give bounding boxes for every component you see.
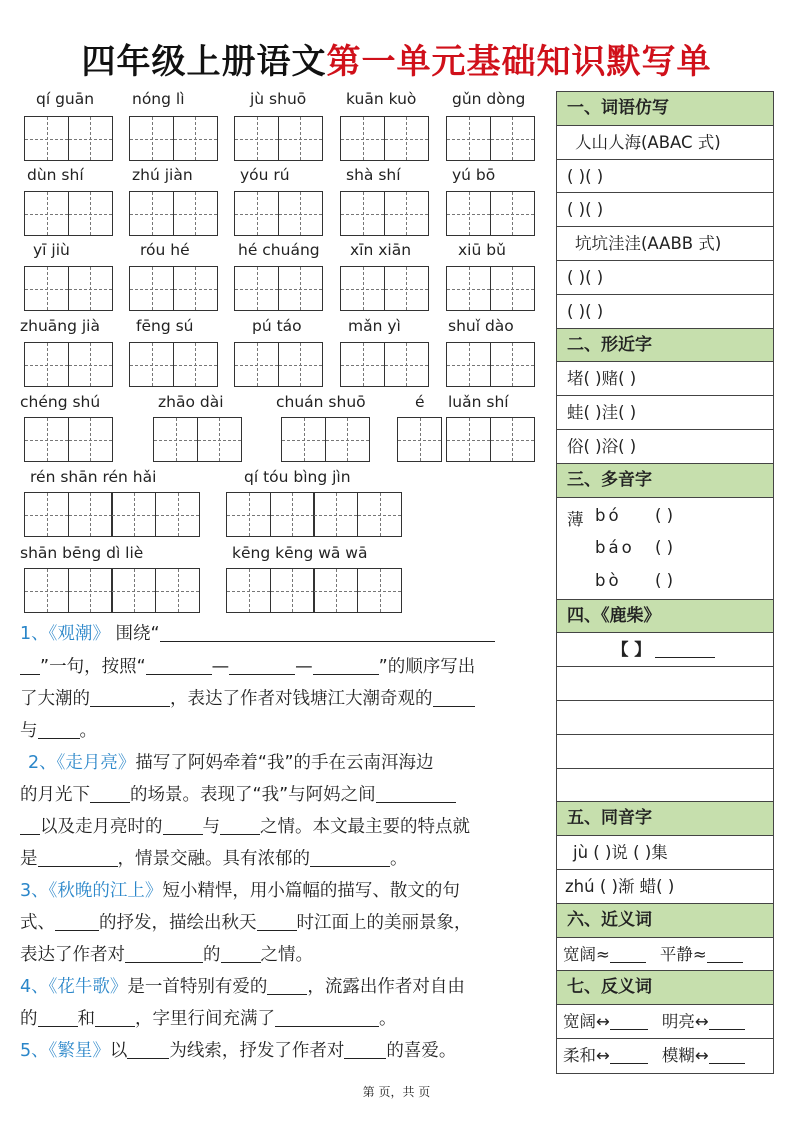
blank[interactable] [221, 942, 261, 963]
section-header: 三、多音字 [557, 464, 773, 498]
writing-grid[interactable] [226, 492, 402, 537]
polyphone-reading: báo [595, 537, 635, 557]
question-2-number: 2、 [28, 753, 57, 773]
section-header: 五、同音字 [557, 802, 773, 836]
blank[interactable] [20, 814, 40, 835]
blank[interactable] [38, 846, 118, 867]
question-1-line: 1、《观潮》 围绕“ [20, 618, 545, 650]
poem-title-row[interactable]: 【 】 [557, 633, 773, 667]
answer-row[interactable]: zhú ( )渐 蜡( ) [557, 870, 773, 904]
writing-grid[interactable] [226, 568, 402, 613]
writing-grid[interactable] [24, 342, 113, 387]
blank[interactable] [127, 1038, 169, 1059]
pinyin-label: yú bō [452, 166, 496, 184]
answer-row[interactable] [557, 701, 773, 735]
section-header: 二、形近字 [557, 329, 773, 363]
pinyin-label: zhuāng jià [20, 317, 100, 335]
question-2-line: 是 ，情景交融。具有浓郁的 。 [20, 843, 545, 875]
writing-grid[interactable] [153, 417, 242, 462]
question-1-number: 1、 [20, 624, 49, 644]
pinyin-label: gǔn dòng [452, 90, 526, 108]
polyphone-char: 薄 [567, 509, 584, 529]
blank[interactable] [433, 686, 475, 707]
blank[interactable] [160, 621, 495, 642]
question-5-line: 5、《繁星》以 为线索，抒发了作者对 的喜爱。 [20, 1035, 545, 1067]
writing-grid[interactable] [446, 191, 535, 236]
writing-grid[interactable] [234, 191, 323, 236]
blank[interactable] [38, 718, 80, 739]
question-2-line: 2、《走月亮》描写了阿妈牵着“我”的手在云南洱海边 [28, 753, 434, 773]
exercise-panel [556, 91, 774, 1074]
pinyin-label: pú táo [252, 317, 302, 335]
pinyin-label: róu hé [140, 241, 190, 259]
question-3-number: 3、 [20, 881, 49, 901]
page-footer: 第 页，共 页 [362, 1085, 431, 1099]
question-2-line: 的月光下 的场景。表现了“我”与阿妈之间 [20, 779, 545, 811]
answer-row[interactable] [557, 769, 773, 803]
pinyin-label: shà shí [346, 166, 401, 184]
pinyin-label: yī jiù [33, 241, 70, 259]
writing-grid[interactable] [340, 116, 429, 161]
blank[interactable] [38, 1006, 78, 1027]
pinyin-label: rén shān rén hǎi [30, 468, 157, 486]
question-1-title: 《观潮》 [48, 624, 110, 644]
pinyin-label: luǎn shí [448, 393, 509, 411]
question-3-line: 表达了作者对 的 之情。 [20, 939, 545, 971]
pinyin-label: chuán shuō [276, 393, 366, 411]
answer-row[interactable]: 蛙( )洼( ) [557, 396, 773, 430]
pinyin-label: xīn xiān [350, 241, 412, 259]
pinyin-label: shuǐ dào [448, 317, 514, 335]
writing-grid[interactable] [340, 342, 429, 387]
blank[interactable] [220, 814, 260, 835]
writing-grid[interactable] [446, 116, 535, 161]
question-3-line: 3、《秋晚的江上》短小精悍，用小篇幅的描写、散文的句 [20, 881, 460, 901]
question-4-line: 的 和 ，字里行间充满了 。 [20, 1003, 545, 1035]
answer-row[interactable]: 堵( )赌( ) [557, 362, 773, 396]
writing-grid[interactable] [24, 116, 113, 161]
blank[interactable] [55, 910, 99, 931]
writing-grid[interactable] [281, 417, 370, 462]
example-row: 坑坑洼洼(AABB 式) [557, 227, 773, 261]
question-1-line: 与 。 [20, 715, 545, 747]
blank[interactable] [267, 974, 307, 995]
writing-grid[interactable] [446, 417, 535, 462]
blank[interactable] [310, 846, 390, 867]
writing-grid[interactable] [446, 266, 535, 311]
blank[interactable] [376, 782, 456, 803]
question-1-line: 了大潮的 ，表达了作者对钱塘江大潮奇观的 [20, 683, 545, 715]
blank[interactable] [709, 1043, 745, 1064]
pinyin-label: hé chuáng [238, 241, 320, 259]
writing-grid[interactable] [129, 116, 218, 161]
answer-row[interactable]: jù ( )说 ( )集 [557, 836, 773, 870]
blank[interactable] [257, 910, 297, 931]
pinyin-label: fēng sú [136, 317, 194, 335]
question-3-title: 《秋晚的江上》 [48, 881, 163, 901]
blank[interactable] [163, 814, 203, 835]
pinyin-label: mǎn yì [348, 317, 401, 335]
blank[interactable] [146, 654, 212, 675]
pinyin-label: qí guān [36, 90, 95, 108]
writing-grid[interactable] [129, 266, 218, 311]
question-3-line: 式、 的抒发，描绘出秋天 时江面上的美丽景象， [20, 907, 545, 939]
pinyin-label: é [415, 393, 425, 411]
pinyin-label: chéng shú [20, 393, 101, 411]
writing-grid[interactable] [340, 191, 429, 236]
writing-grid[interactable] [234, 342, 323, 387]
pinyin-label: nóng lì [132, 90, 185, 108]
question-5-title: 《繁星》 [48, 1041, 110, 1061]
pinyin-label: jù shuō [250, 90, 307, 108]
example-row: 人山人海(ABAC 式) [557, 126, 773, 160]
pinyin-label: yóu rú [240, 166, 290, 184]
section-header: 七、反义词 [557, 971, 773, 1005]
writing-grid[interactable] [234, 116, 323, 161]
pinyin-label: zhú jiàn [132, 166, 193, 184]
pinyin-label: qí tóu bìng jìn [244, 468, 351, 486]
writing-grid[interactable] [24, 191, 113, 236]
polyphone-reading: bó [595, 505, 622, 525]
question-2-title: 《走月亮》 [56, 753, 136, 773]
question-5-number: 5、 [20, 1041, 49, 1061]
blank[interactable] [275, 1006, 379, 1027]
answer-row[interactable]: 宽阔≈ 平静≈ [557, 938, 773, 972]
answer-row[interactable]: 宽阔↔ 明亮↔ [557, 1005, 773, 1039]
blank[interactable] [610, 1043, 648, 1064]
pinyin-label: dùn shí [27, 166, 84, 184]
section-header: 六、近义词 [557, 904, 773, 938]
blank[interactable] [709, 1009, 745, 1030]
blank[interactable] [95, 1006, 135, 1027]
blank[interactable] [313, 654, 379, 675]
answer-row[interactable] [557, 735, 773, 769]
pinyin-label: shān bēng dì liè [20, 544, 144, 562]
blank[interactable] [707, 942, 743, 963]
answer-row[interactable] [557, 667, 773, 701]
question-1-line: ”一句，按照“ — — ”的顺序写出 [20, 651, 545, 683]
section-header: 一、词语仿写 [557, 92, 773, 126]
answer-row[interactable]: 俗( )浴( ) [557, 430, 773, 464]
pinyin-label: kēng kēng wā wā [232, 544, 368, 562]
section-header: 四、《鹿柴》 [557, 600, 773, 634]
writing-grid[interactable] [446, 342, 535, 387]
blank[interactable] [610, 942, 646, 963]
answer-row[interactable]: 柔和↔ 模糊↔ [557, 1039, 773, 1073]
blank[interactable] [90, 686, 170, 707]
pinyin-label: xiū bǔ [458, 241, 506, 259]
question-4-line: 4、《花牛歌》是一首特别有爱的 ，流露出作者对自由 [20, 971, 545, 1003]
writing-grid[interactable] [24, 266, 113, 311]
writing-grid[interactable] [234, 266, 323, 311]
pinyin-label: zhāo dài [158, 393, 224, 411]
blank[interactable] [90, 782, 130, 803]
blank[interactable] [125, 942, 203, 963]
writing-grid[interactable] [397, 417, 442, 462]
blank[interactable] [610, 1009, 648, 1030]
question-4-title: 《花牛歌》 [48, 977, 128, 997]
writing-grid[interactable] [340, 266, 429, 311]
answer-row[interactable]: ( )( ) [557, 160, 773, 194]
writing-grid[interactable] [129, 342, 218, 387]
polyphone-block[interactable]: 薄 bó ( ) báo ( ) bò ( ) [557, 498, 773, 600]
polyphone-reading: bò [595, 570, 622, 590]
blank[interactable] [655, 637, 715, 658]
page-title: 四年级上册语文第一单元基础知识默写单 [81, 42, 712, 82]
question-2-line: 以及走月亮时的 与 之情。本文最主要的特点就 [20, 811, 545, 843]
blank[interactable] [20, 654, 40, 675]
writing-grid[interactable] [24, 568, 200, 613]
blank[interactable] [229, 654, 295, 675]
blank[interactable] [344, 1038, 386, 1059]
answer-row[interactable]: ( )( ) [557, 193, 773, 227]
pinyin-label: kuān kuò [346, 90, 417, 108]
writing-grid[interactable] [24, 492, 200, 537]
writing-grid[interactable] [24, 417, 113, 462]
writing-grid[interactable] [129, 191, 218, 236]
question-4-number: 4、 [20, 977, 49, 997]
answer-row[interactable]: ( )( ) [557, 261, 773, 295]
answer-row[interactable]: ( )( ) [557, 295, 773, 329]
